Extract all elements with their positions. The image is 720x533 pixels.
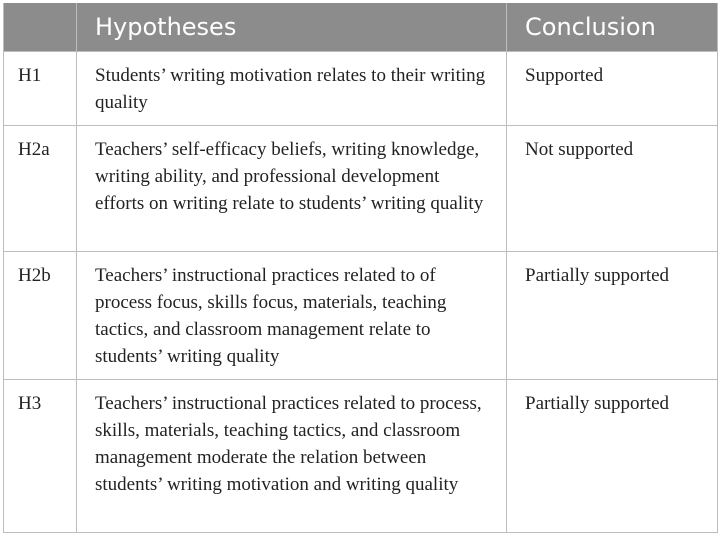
hypothesis-id: H3 xyxy=(4,379,77,532)
hypothesis-text: Teachers’ instructional practices related to of process focus, skills focus, materials, teaching tactics, and classroom management relate to students’ writing quality xyxy=(77,251,507,379)
hypotheses-table xyxy=(3,3,718,533)
table-row xyxy=(4,251,718,379)
header-conclusion: Conclusion xyxy=(507,3,718,51)
hypothesis-id: H1 xyxy=(4,51,77,125)
table-row xyxy=(4,125,718,251)
conclusion-text: Supported xyxy=(507,51,718,125)
table-header-row xyxy=(4,3,718,51)
hypothesis-text: Teachers’ instructional practices related to process, skills, materials, teaching tactics, and classroom management moderate the relation between students’ writing motivation and writing quality xyxy=(77,379,507,532)
hypothesis-id: H2a xyxy=(4,125,77,251)
header-id xyxy=(4,3,77,51)
hypothesis-id: H2b xyxy=(4,251,77,379)
hypothesis-text: Teachers’ self-efficacy beliefs, writing knowledge, writing ability, and professional development efforts on writing relate to students’ writing quality xyxy=(77,125,507,251)
hypothesis-text: Students’ writing motivation relates to their writing quality xyxy=(77,51,507,125)
conclusion-text: Partially supported xyxy=(507,379,718,532)
table-row xyxy=(4,51,718,125)
table-row xyxy=(4,379,718,532)
header-hypotheses: Hypotheses xyxy=(77,3,507,51)
conclusion-text: Not supported xyxy=(507,125,718,251)
conclusion-text: Partially supported xyxy=(507,251,718,379)
